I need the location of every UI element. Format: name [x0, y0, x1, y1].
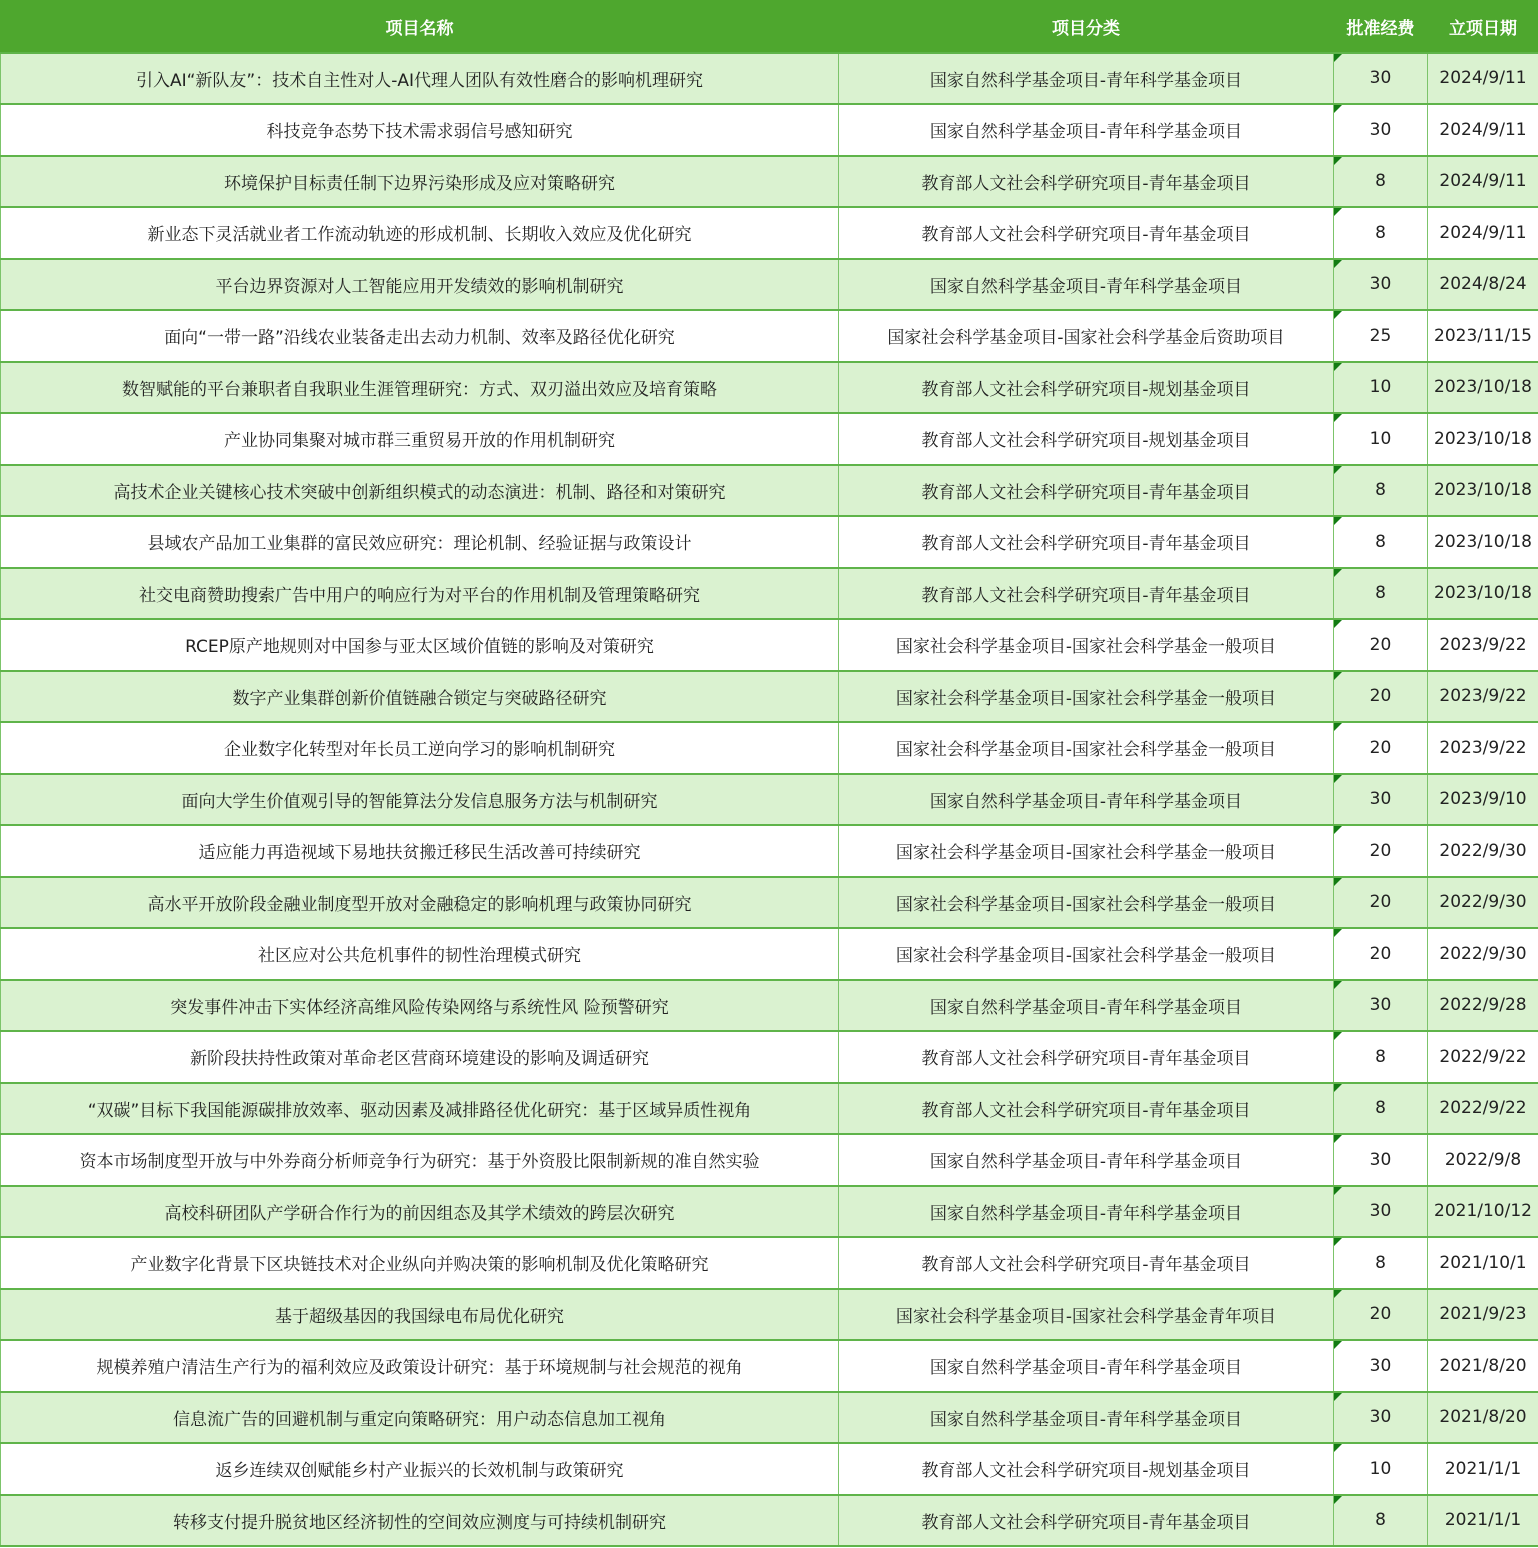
- project-category-cell[interactable]: 国家社会科学基金项目-国家社会科学基金一般项目: [839, 877, 1334, 929]
- number-stored-as-text-indicator-icon: [1334, 517, 1342, 525]
- table-row[interactable]: [1, 362, 1538, 414]
- project-name-cell[interactable]: 引入AI“新队友”：技术自主性对人-AI代理人团队有效性磨合的影响机理研究: [1, 53, 839, 105]
- header-project-category[interactable]: 项目分类: [839, 1, 1334, 53]
- table-row[interactable]: [1, 516, 1538, 568]
- number-stored-as-text-indicator-icon: [1334, 672, 1342, 680]
- project-category-cell[interactable]: 教育部人文社会科学研究项目-青年基金项目: [839, 1031, 1334, 1083]
- funding-cell[interactable]: [1334, 465, 1428, 517]
- funding-value: 30: [1369, 1407, 1392, 1428]
- funding-value: 8: [1375, 531, 1386, 552]
- table-row[interactable]: [1, 207, 1538, 259]
- table-row[interactable]: [1, 774, 1538, 826]
- table-row[interactable]: [1, 1031, 1538, 1083]
- header-project-name[interactable]: 项目名称: [1, 1, 839, 53]
- date-cell[interactable]: 2021/10/1: [1428, 1237, 1538, 1289]
- table-body: [1, 53, 1538, 1547]
- table-row[interactable]: [1, 1443, 1538, 1495]
- funding-cell[interactable]: [1334, 568, 1428, 620]
- project-name-cell[interactable]: 面向大学生价值观引导的智能算法分发信息服务方法与机制研究: [1, 774, 839, 826]
- table-row[interactable]: [1, 465, 1538, 517]
- project-name-cell[interactable]: 县域农产品加工业集群的富民效应研究：理论机制、经验证据与政策设计: [1, 516, 839, 568]
- funding-value: 8: [1375, 222, 1386, 243]
- project-name-cell[interactable]: 平台边界资源对人工智能应用开发绩效的影响机制研究: [1, 259, 839, 311]
- funding-value: 8: [1375, 1510, 1386, 1531]
- funding-value: 30: [1369, 1355, 1392, 1376]
- funding-cell[interactable]: [1334, 1134, 1428, 1186]
- date-cell[interactable]: 2022/9/30: [1428, 877, 1538, 929]
- project-name-cell[interactable]: 高校科研团队产学研合作行为的前因组态及其学术绩效的跨层次研究: [1, 1186, 839, 1238]
- date-cell[interactable]: 2024/9/11: [1428, 156, 1538, 208]
- project-name-cell[interactable]: 适应能力再造视域下易地扶贫搬迁移民生活改善可持续研究: [1, 825, 839, 877]
- funding-value: 10: [1369, 1458, 1392, 1479]
- number-stored-as-text-indicator-icon: [1334, 208, 1342, 216]
- number-stored-as-text-indicator-icon: [1334, 723, 1342, 731]
- funding-value: 8: [1375, 1098, 1386, 1119]
- number-stored-as-text-indicator-icon: [1334, 878, 1342, 886]
- funding-cell[interactable]: [1334, 156, 1428, 208]
- date-cell[interactable]: 2021/8/20: [1428, 1392, 1538, 1444]
- date-cell[interactable]: 2023/11/15: [1428, 310, 1538, 362]
- table-row[interactable]: [1, 928, 1538, 980]
- project-name-cell[interactable]: 产业协同集聚对城市群三重贸易开放的作用机制研究: [1, 413, 839, 465]
- project-name-cell[interactable]: 规模养殖户清洁生产行为的福利效应及政策设计研究：基于环境规制与社会规范的视角: [1, 1340, 839, 1392]
- date-cell[interactable]: 2024/8/24: [1428, 259, 1538, 311]
- project-name-cell[interactable]: 企业数字化转型对年长员工逆向学习的影响机制研究: [1, 722, 839, 774]
- funding-cell[interactable]: [1334, 928, 1428, 980]
- funding-cell[interactable]: [1334, 980, 1428, 1032]
- number-stored-as-text-indicator-icon: [1334, 1238, 1342, 1246]
- funding-value: 30: [1369, 274, 1392, 295]
- header-approval-date[interactable]: 立项日期: [1428, 1, 1538, 53]
- funding-value: 25: [1369, 325, 1392, 346]
- project-category-cell[interactable]: 教育部人文社会科学研究项目-青年基金项目: [839, 207, 1334, 259]
- date-cell[interactable]: 2023/10/18: [1428, 568, 1538, 620]
- project-name-cell[interactable]: 基于超级基因的我国绿电布局优化研究: [1, 1289, 839, 1341]
- project-name-cell[interactable]: RCEP原产地规则对中国参与亚太区域价值链的影响及对策研究: [1, 619, 839, 671]
- project-category-cell[interactable]: 国家社会科学基金项目-国家社会科学基金后资助项目: [839, 310, 1334, 362]
- funding-value: 8: [1375, 1046, 1386, 1067]
- header-approved-funding[interactable]: 批准经费: [1334, 1, 1428, 53]
- project-name-cell[interactable]: 新阶段扶持性政策对革命老区营商环境建设的影响及调适研究: [1, 1031, 839, 1083]
- funding-value: 10: [1369, 377, 1392, 398]
- project-name-cell[interactable]: “双碳”目标下我国能源碳排放效率、驱动因素及减排路径优化研究：基于区域异质性视角: [1, 1083, 839, 1135]
- date-cell[interactable]: 2023/9/22: [1428, 671, 1538, 723]
- date-cell[interactable]: 2024/9/11: [1428, 207, 1538, 259]
- project-category-cell[interactable]: 教育部人文社会科学研究项目-规划基金项目: [839, 362, 1334, 414]
- funding-cell[interactable]: [1334, 877, 1428, 929]
- project-category-cell[interactable]: 教育部人文社会科学研究项目-青年基金项目: [839, 516, 1334, 568]
- table-row[interactable]: [1, 1340, 1538, 1392]
- funding-cell[interactable]: [1334, 310, 1428, 362]
- number-stored-as-text-indicator-icon: [1334, 311, 1342, 319]
- date-cell[interactable]: 2022/9/30: [1428, 825, 1538, 877]
- funding-value: 8: [1375, 583, 1386, 604]
- date-cell[interactable]: 2021/1/1: [1428, 1443, 1538, 1495]
- project-category-cell[interactable]: 国家社会科学基金项目-国家社会科学基金青年项目: [839, 1289, 1334, 1341]
- project-name-cell[interactable]: 新业态下灵活就业者工作流动轨迹的形成机制、长期收入效应及优化研究: [1, 207, 839, 259]
- funding-value: 30: [1369, 1149, 1392, 1170]
- project-category-cell[interactable]: 教育部人文社会科学研究项目-青年基金项目: [839, 1237, 1334, 1289]
- funding-value: 8: [1375, 1252, 1386, 1273]
- project-category-cell[interactable]: 国家社会科学基金项目-国家社会科学基金一般项目: [839, 671, 1334, 723]
- project-category-cell[interactable]: 国家自然科学基金项目-青年科学基金项目: [839, 53, 1334, 105]
- date-cell[interactable]: 2022/9/22: [1428, 1031, 1538, 1083]
- funding-cell[interactable]: [1334, 1443, 1428, 1495]
- project-name-cell[interactable]: 高水平开放阶段金融业制度型开放对金融稳定的影响机理与政策协同研究: [1, 877, 839, 929]
- project-category-cell[interactable]: 国家自然科学基金项目-青年科学基金项目: [839, 259, 1334, 311]
- project-category-cell[interactable]: 国家自然科学基金项目-青年科学基金项目: [839, 1392, 1334, 1444]
- project-name-cell[interactable]: 突发事件冲击下实体经济高维风险传染网络与系统性风 险预警研究: [1, 980, 839, 1032]
- project-category-cell[interactable]: 教育部人文社会科学研究项目-规划基金项目: [839, 1443, 1334, 1495]
- date-cell[interactable]: 2023/10/18: [1428, 362, 1538, 414]
- number-stored-as-text-indicator-icon: [1334, 1032, 1342, 1040]
- funding-value: 20: [1369, 686, 1392, 707]
- project-category-cell[interactable]: 教育部人文社会科学研究项目-青年基金项目: [839, 568, 1334, 620]
- date-cell[interactable]: 2021/10/12: [1428, 1186, 1538, 1238]
- funding-value: 30: [1369, 68, 1392, 89]
- project-category-cell[interactable]: 国家自然科学基金项目-青年科学基金项目: [839, 1134, 1334, 1186]
- table-row[interactable]: [1, 104, 1538, 156]
- number-stored-as-text-indicator-icon: [1334, 414, 1342, 422]
- funding-cell[interactable]: [1334, 1237, 1428, 1289]
- funding-cell[interactable]: [1334, 516, 1428, 568]
- date-cell[interactable]: 2024/9/11: [1428, 53, 1538, 105]
- funding-value: 10: [1369, 428, 1392, 449]
- project-name-cell[interactable]: 返乡连续双创赋能乡村产业振兴的长效机制与政策研究: [1, 1443, 839, 1495]
- funding-cell[interactable]: [1334, 1495, 1428, 1547]
- date-cell[interactable]: 2024/9/11: [1428, 104, 1538, 156]
- number-stored-as-text-indicator-icon: [1334, 1341, 1342, 1349]
- number-stored-as-text-indicator-icon: [1334, 363, 1342, 371]
- funding-cell[interactable]: [1334, 1340, 1428, 1392]
- date-cell[interactable]: 2023/10/18: [1428, 413, 1538, 465]
- table-row[interactable]: [1, 1392, 1538, 1444]
- funding-cell[interactable]: [1334, 1392, 1428, 1444]
- number-stored-as-text-indicator-icon: [1334, 1084, 1342, 1092]
- project-category-cell[interactable]: 教育部人文社会科学研究项目-规划基金项目: [839, 413, 1334, 465]
- funding-cell[interactable]: [1334, 259, 1428, 311]
- table-row[interactable]: [1, 877, 1538, 929]
- number-stored-as-text-indicator-icon: [1334, 775, 1342, 783]
- funding-cell[interactable]: [1334, 207, 1428, 259]
- funding-cell[interactable]: [1334, 1289, 1428, 1341]
- number-stored-as-text-indicator-icon: [1334, 1290, 1342, 1298]
- project-name-cell[interactable]: 高技术企业关键核心技术突破中创新组织模式的动态演进：机制、路径和对策研究: [1, 465, 839, 517]
- funding-cell[interactable]: [1334, 671, 1428, 723]
- project-category-cell[interactable]: 教育部人文社会科学研究项目-青年基金项目: [839, 1495, 1334, 1547]
- project-name-cell[interactable]: 转移支付提升脱贫地区经济韧性的空间效应测度与可持续机制研究: [1, 1495, 839, 1547]
- number-stored-as-text-indicator-icon: [1334, 569, 1342, 577]
- date-cell[interactable]: 2022/9/30: [1428, 928, 1538, 980]
- number-stored-as-text-indicator-icon: [1334, 1496, 1342, 1504]
- project-category-cell[interactable]: 国家自然科学基金项目-青年科学基金项目: [839, 104, 1334, 156]
- number-stored-as-text-indicator-icon: [1334, 1444, 1342, 1452]
- funding-cell[interactable]: [1334, 104, 1428, 156]
- table-row[interactable]: [1, 1495, 1538, 1547]
- project-category-cell[interactable]: 教育部人文社会科学研究项目-青年基金项目: [839, 465, 1334, 517]
- project-name-cell[interactable]: 社交电商赞助搜索广告中用户的响应行为对平台的作用机制及管理策略研究: [1, 568, 839, 620]
- funding-value: 30: [1369, 789, 1392, 810]
- number-stored-as-text-indicator-icon: [1334, 1393, 1342, 1401]
- funding-cell[interactable]: [1334, 53, 1428, 105]
- date-cell[interactable]: 2023/9/22: [1428, 619, 1538, 671]
- funding-value: 20: [1369, 840, 1392, 861]
- number-stored-as-text-indicator-icon: [1334, 981, 1342, 989]
- project-name-cell[interactable]: 社区应对公共危机事件的韧性治理模式研究: [1, 928, 839, 980]
- number-stored-as-text-indicator-icon: [1334, 105, 1342, 113]
- project-category-cell[interactable]: 国家社会科学基金项目-国家社会科学基金一般项目: [839, 825, 1334, 877]
- table-row[interactable]: [1, 1289, 1538, 1341]
- funding-cell[interactable]: [1334, 413, 1428, 465]
- table-header: [1, 1, 1538, 53]
- funding-cell[interactable]: [1334, 825, 1428, 877]
- project-category-cell[interactable]: 教育部人文社会科学研究项目-青年基金项目: [839, 156, 1334, 208]
- date-cell[interactable]: 2023/10/18: [1428, 516, 1538, 568]
- funding-cell[interactable]: [1334, 1186, 1428, 1238]
- project-category-cell[interactable]: 国家社会科学基金项目-国家社会科学基金一般项目: [839, 619, 1334, 671]
- table-row[interactable]: [1, 413, 1538, 465]
- number-stored-as-text-indicator-icon: [1334, 826, 1342, 834]
- date-cell[interactable]: 2022/9/8: [1428, 1134, 1538, 1186]
- table-row[interactable]: [1, 671, 1538, 723]
- number-stored-as-text-indicator-icon: [1334, 157, 1342, 165]
- funding-value: 20: [1369, 892, 1392, 913]
- date-cell[interactable]: 2021/9/23: [1428, 1289, 1538, 1341]
- funding-value: 8: [1375, 480, 1386, 501]
- project-category-cell[interactable]: 国家自然科学基金项目-青年科学基金项目: [839, 1340, 1334, 1392]
- table-row[interactable]: [1, 310, 1538, 362]
- funding-value: 20: [1369, 1304, 1392, 1325]
- funding-value: 20: [1369, 943, 1392, 964]
- table-row[interactable]: [1, 1186, 1538, 1238]
- project-category-cell[interactable]: 国家社会科学基金项目-国家社会科学基金一般项目: [839, 722, 1334, 774]
- project-name-cell[interactable]: 数字产业集群创新价值链融合锁定与突破路径研究: [1, 671, 839, 723]
- funding-cell[interactable]: [1334, 774, 1428, 826]
- table-row[interactable]: [1, 259, 1538, 311]
- funding-cell[interactable]: [1334, 722, 1428, 774]
- number-stored-as-text-indicator-icon: [1334, 260, 1342, 268]
- date-cell[interactable]: 2022/9/28: [1428, 980, 1538, 1032]
- table-row[interactable]: [1, 619, 1538, 671]
- project-name-cell[interactable]: 数智赋能的平台兼职者自我职业生涯管理研究：方式、双刃溢出效应及培育策略: [1, 362, 839, 414]
- project-category-cell[interactable]: 教育部人文社会科学研究项目-青年基金项目: [839, 1083, 1334, 1135]
- table-row[interactable]: [1, 1083, 1538, 1135]
- date-cell[interactable]: 2023/9/10: [1428, 774, 1538, 826]
- date-cell[interactable]: 2023/10/18: [1428, 465, 1538, 517]
- table-row[interactable]: [1, 825, 1538, 877]
- number-stored-as-text-indicator-icon: [1334, 1187, 1342, 1195]
- table-row[interactable]: [1, 156, 1538, 208]
- table-row[interactable]: [1, 1134, 1538, 1186]
- table-row[interactable]: [1, 568, 1538, 620]
- project-category-cell[interactable]: 国家社会科学基金项目-国家社会科学基金一般项目: [839, 928, 1334, 980]
- project-name-cell[interactable]: 信息流广告的回避机制与重定向策略研究：用户动态信息加工视角: [1, 1392, 839, 1444]
- funding-cell[interactable]: [1334, 1031, 1428, 1083]
- project-category-cell[interactable]: 国家自然科学基金项目-青年科学基金项目: [839, 980, 1334, 1032]
- project-name-cell[interactable]: 面向“一带一路”沿线农业装备走出去动力机制、效率及路径优化研究: [1, 310, 839, 362]
- funding-cell[interactable]: [1334, 1083, 1428, 1135]
- funding-value: 30: [1369, 119, 1392, 140]
- header-row: [1, 1, 1538, 53]
- funding-value: 20: [1369, 737, 1392, 758]
- funding-value: 8: [1375, 171, 1386, 192]
- funding-cell[interactable]: [1334, 362, 1428, 414]
- number-stored-as-text-indicator-icon: [1334, 929, 1342, 937]
- date-cell[interactable]: 2023/9/22: [1428, 722, 1538, 774]
- date-cell[interactable]: 2022/9/22: [1428, 1083, 1538, 1135]
- number-stored-as-text-indicator-icon: [1334, 466, 1342, 474]
- funding-value: 20: [1369, 634, 1392, 655]
- date-cell[interactable]: 2021/8/20: [1428, 1340, 1538, 1392]
- project-name-cell[interactable]: 环境保护目标责任制下边界污染形成及应对策略研究: [1, 156, 839, 208]
- table-row[interactable]: [1, 980, 1538, 1032]
- funding-value: 30: [1369, 995, 1392, 1016]
- table-row[interactable]: [1, 722, 1538, 774]
- project-name-cell[interactable]: 产业数字化背景下区块链技术对企业纵向并购决策的影响机制及优化策略研究: [1, 1237, 839, 1289]
- table-row[interactable]: [1, 1237, 1538, 1289]
- number-stored-as-text-indicator-icon: [1334, 1135, 1342, 1143]
- number-stored-as-text-indicator-icon: [1334, 620, 1342, 628]
- funding-value: 30: [1369, 1201, 1392, 1222]
- project-category-cell[interactable]: 国家自然科学基金项目-青年科学基金项目: [839, 774, 1334, 826]
- number-stored-as-text-indicator-icon: [1334, 54, 1342, 62]
- project-name-cell[interactable]: 资本市场制度型开放与中外券商分析师竞争行为研究：基于外资股比限制新规的准自然实验: [1, 1134, 839, 1186]
- project-category-cell[interactable]: 国家自然科学基金项目-青年科学基金项目: [839, 1186, 1334, 1238]
- date-cell[interactable]: 2021/1/1: [1428, 1495, 1538, 1547]
- funding-cell[interactable]: [1334, 619, 1428, 671]
- table-row[interactable]: [1, 53, 1538, 105]
- project-name-cell[interactable]: 科技竞争态势下技术需求弱信号感知研究: [1, 104, 839, 156]
